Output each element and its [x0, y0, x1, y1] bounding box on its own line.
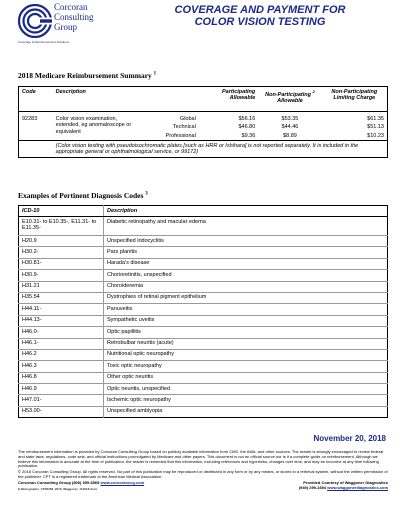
- corcoran-link[interactable]: www.corcoranccg.com: [100, 479, 145, 485]
- col-header-component: [143, 87, 198, 112]
- icd10-code: E10.31- to E10.35-, E11.31- to E11.35-: [19, 217, 104, 236]
- col-header-description: Description: [104, 206, 388, 217]
- col-header-participating: Participating Allowable: [199, 87, 258, 112]
- icd10-code: H53.00-: [19, 406, 104, 417]
- diagnosis-table-body: [19, 217, 388, 418]
- icd10-description: Ischemic optic neuropathy: [104, 395, 388, 406]
- filename: E-Monographs_CP92283_2018_Waggoner_112018.docx: [18, 486, 98, 491]
- table-row: [19, 304, 388, 315]
- table-row: [19, 258, 388, 269]
- icd10-description: Dystrophies of retinal pigment epithelium: [104, 292, 388, 303]
- section-title-text: Examples of Pertinent Diagnosis Codes: [18, 191, 144, 200]
- icd10-code: H46.3: [19, 361, 104, 372]
- table-row: [19, 236, 388, 247]
- footnote-marker: 3: [145, 191, 148, 197]
- contact-left: [18, 481, 144, 486]
- table-header-row: [19, 87, 388, 112]
- participating-value: $56.16: [238, 116, 256, 122]
- limit-value: $61.35: [367, 116, 384, 122]
- icd10-code: H46.1-: [19, 338, 104, 349]
- icd10-description: Choroideremia: [104, 281, 388, 292]
- table-row: [19, 395, 388, 406]
- reimbursement-note: (Color vision testing with pseudoisochromatic plates [such as HRR or Ishihara] is not reported separately. It is included in the appropriate general or ophthalmological service, or 99172): [53, 140, 388, 158]
- icd10-description: Toxic optic neuropathy: [104, 361, 388, 372]
- title-line: COVERAGE AND PAYMENT FOR: [174, 4, 346, 16]
- table-row: [19, 270, 388, 281]
- diagnosis-table: [18, 205, 388, 418]
- document-title: [150, 4, 370, 28]
- table-row: [19, 112, 388, 124]
- cpt-description: Color vision examination, extended, eg anomaloscope or equivalent: [55, 116, 132, 135]
- icd10-description: Retrobulbar neuritis (acute): [104, 338, 388, 349]
- table-note-row: [19, 140, 388, 158]
- title-line: COLOR VISION TESTING: [194, 16, 326, 28]
- footnote-marker: 2: [312, 89, 315, 94]
- company-line: Corcoran: [54, 2, 88, 12]
- company-tagline: Coverage & Reimbursement Solutions: [18, 40, 70, 44]
- table-row: [19, 327, 388, 338]
- reimbursement-table: [18, 86, 388, 158]
- table-row: [19, 338, 388, 349]
- table-row: [19, 361, 388, 372]
- contact-phone: (949) 299-1694: [298, 484, 327, 490]
- icd10-description: Harada's disease: [104, 258, 388, 269]
- col-header-code: Code: [19, 87, 53, 112]
- table-row: [19, 292, 388, 303]
- footer: [18, 450, 388, 491]
- participating-value: $46.80: [238, 124, 256, 131]
- limit-value: $10.23: [367, 132, 384, 139]
- table-row: [19, 247, 388, 258]
- waggoner-link[interactable]: www.waggonerdiagnostics.com: [327, 484, 388, 490]
- contact-right-2: [299, 486, 388, 492]
- icd10-description: Unspecified iridocyclitis: [104, 236, 388, 247]
- icd10-code: H30.2-: [19, 247, 104, 258]
- icd10-description: Chorioretinitis, unspecified: [104, 270, 388, 281]
- icd10-description: Optic papillitis: [104, 327, 388, 338]
- icd10-description: Diabetic retinopathy and macular edema: [104, 217, 388, 236]
- icd10-code: H30.81-: [19, 258, 104, 269]
- limit-value: $51.13: [367, 124, 384, 131]
- icd10-code: H46.9: [19, 384, 104, 395]
- publication-date: November 20, 2018: [313, 434, 386, 443]
- component-name: Professional: [165, 132, 196, 139]
- nonpart-value: $44.46: [281, 124, 299, 131]
- header-text: Non-Participating: [265, 91, 311, 98]
- icd10-code: H44.13-: [19, 315, 104, 326]
- company-name: [54, 2, 144, 32]
- icd10-code: H20.9: [19, 236, 104, 247]
- icd10-description: Panuveitis: [104, 304, 388, 315]
- contact-row-2: [18, 486, 388, 492]
- table-row: [19, 384, 388, 395]
- reimbursement-section-title: [18, 71, 156, 80]
- participating-value: $9.36: [241, 132, 256, 139]
- header-text: Allowable: [277, 98, 303, 105]
- col-header-limiting-charge: Non-Participating Limiting Charge: [322, 87, 388, 112]
- company-logo: [18, 4, 52, 38]
- company-line: Group: [54, 22, 77, 32]
- icd10-code: H35.54: [19, 292, 104, 303]
- section-title-text: 2018 Medicare Reimbursement Summary: [18, 71, 152, 80]
- icd10-code: H46.0-: [19, 327, 104, 338]
- col-header-nonpart-allowable: [258, 87, 321, 112]
- col-header-icd10: ICD-10: [19, 206, 104, 217]
- contact-text: Corcoran Consulting Group (800) 399-6565: [18, 479, 100, 485]
- icd10-code: H30.9-: [19, 270, 104, 281]
- icd10-description: Nutritional optic neuropathy: [104, 349, 388, 360]
- icd10-code: H46.2: [19, 349, 104, 360]
- nonpart-value: $53.35: [281, 116, 299, 122]
- icd10-description: Optic neuritis, unspecified: [104, 384, 388, 395]
- disclaimer-text: The reimbursement information is provided by Corcoran Consulting Group based on publicly available information from CMS, the AMA, and other sources. The reader is strongly encouraged to review federal and state laws, regulations, code sets, and official instructions promulgated by Medicare and other payers. This document is not an official source nor is it a complete guide on reimbursement. Although we believe this information is accurate at the time of publication, the reader is reminded that this information, including references and hyperlinks, changes over time, and may be incorrect at any time following publication.: [18, 449, 384, 469]
- icd10-description: Pars planitis: [104, 247, 388, 258]
- nonpart-value: $8.89: [283, 132, 297, 139]
- icd10-code: H47.01-: [19, 395, 104, 406]
- icd10-code: H46.8: [19, 372, 104, 383]
- icd10-code: H31.21: [19, 281, 104, 292]
- col-header-description: Description: [53, 87, 144, 112]
- cpt-code: 92283: [22, 116, 38, 122]
- table-row: [19, 372, 388, 383]
- icd10-code: H44.11-: [19, 304, 104, 315]
- component-name: Technical: [172, 124, 196, 131]
- table-row: [19, 217, 388, 236]
- company-line: Consulting: [54, 12, 94, 22]
- table-row: [19, 281, 388, 292]
- contact-right: Provided Courtesy of Waggoner Diagnostics: [303, 479, 388, 485]
- table-header-row: [19, 206, 388, 217]
- footnote-marker: 1: [153, 71, 157, 77]
- table-row: [19, 315, 388, 326]
- component-name: Global: [179, 116, 196, 122]
- copyright-text: © 2018 Corcoran Consulting Group. All rights reserved. No part of this publication may be reproduced or distributed in any form or by any means, or stored in a retrieval system, without the written permission of the publisher. CPT is a registered trademark of the American Medical Association.: [18, 469, 388, 479]
- icd10-description: Sympathetic uveitis: [104, 315, 388, 326]
- diagnosis-section-title: [18, 191, 148, 200]
- note-spacer: [19, 140, 53, 158]
- icd10-description: Unspecified amblyopia: [104, 406, 388, 417]
- table-row: [19, 406, 388, 417]
- icd10-description: Other optic neuritis: [104, 372, 388, 383]
- table-row: [19, 349, 388, 360]
